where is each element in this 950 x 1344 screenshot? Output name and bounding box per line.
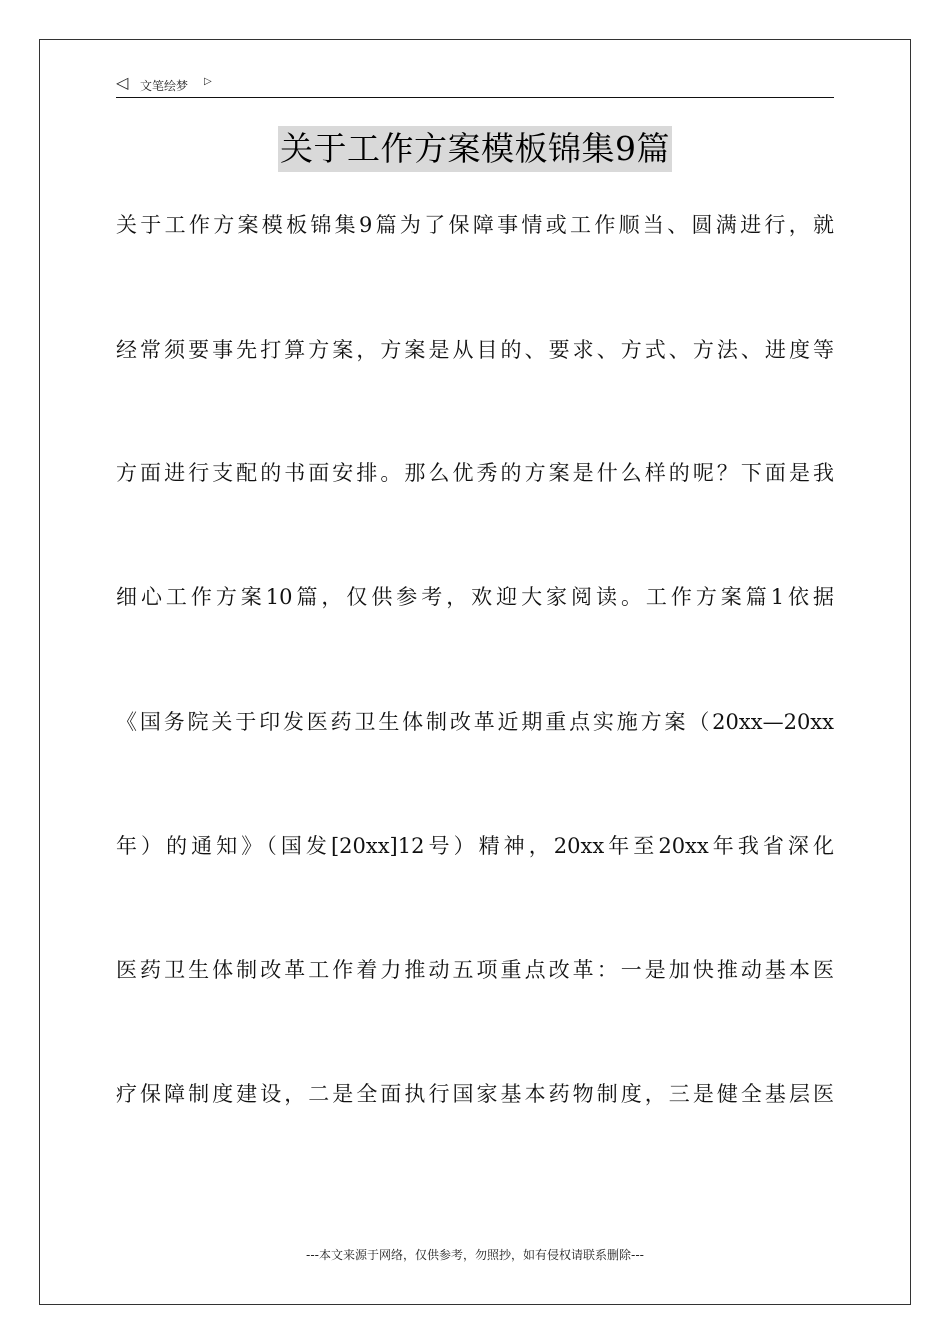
body-line: 年）的通知》（国发[20xx]12号）精神，20xx年至20xx年我省深化 [116, 834, 834, 858]
document-title: 关于工作方案模板锦集9篇 [278, 126, 672, 172]
header-divider [116, 97, 834, 98]
page-header [116, 73, 834, 97]
body-line: 经常须要事先打算方案，方案是从目的、要求、方式、方法、进度等 [116, 338, 834, 362]
triangle-right-icon: ▷ [204, 76, 212, 87]
body-line: 《国务院关于印发医药卫生体制改革近期重点实施方案（20xx—20xx [116, 710, 834, 734]
footer-disclaimer: ---本文来源于网络，仅供参考，勿照抄，如有侵权请联系删除--- [306, 1248, 644, 1262]
title-container [0, 126, 950, 172]
brand-label: 文笔绘梦 [140, 79, 189, 93]
body-line: 关于工作方案模板锦集9篇为了保障事情或工作顺当、圆满进行，就 [116, 213, 834, 237]
triangle-left-icon: ◁ [116, 73, 129, 92]
body-line: 医药卫生体制改革工作着力推动五项重点改革：一是加快推动基本医 [116, 958, 834, 982]
body-line: 细心工作方案10篇，仅供参考，欢迎大家阅读。工作方案篇1依据 [116, 585, 834, 609]
body-line: 疗保障制度建设，二是全面执行国家基本药物制度，三是健全基层医 [116, 1082, 834, 1106]
body-line: 方面进行支配的书面安排。那么优秀的方案是什么样的呢？下面是我 [116, 461, 834, 485]
